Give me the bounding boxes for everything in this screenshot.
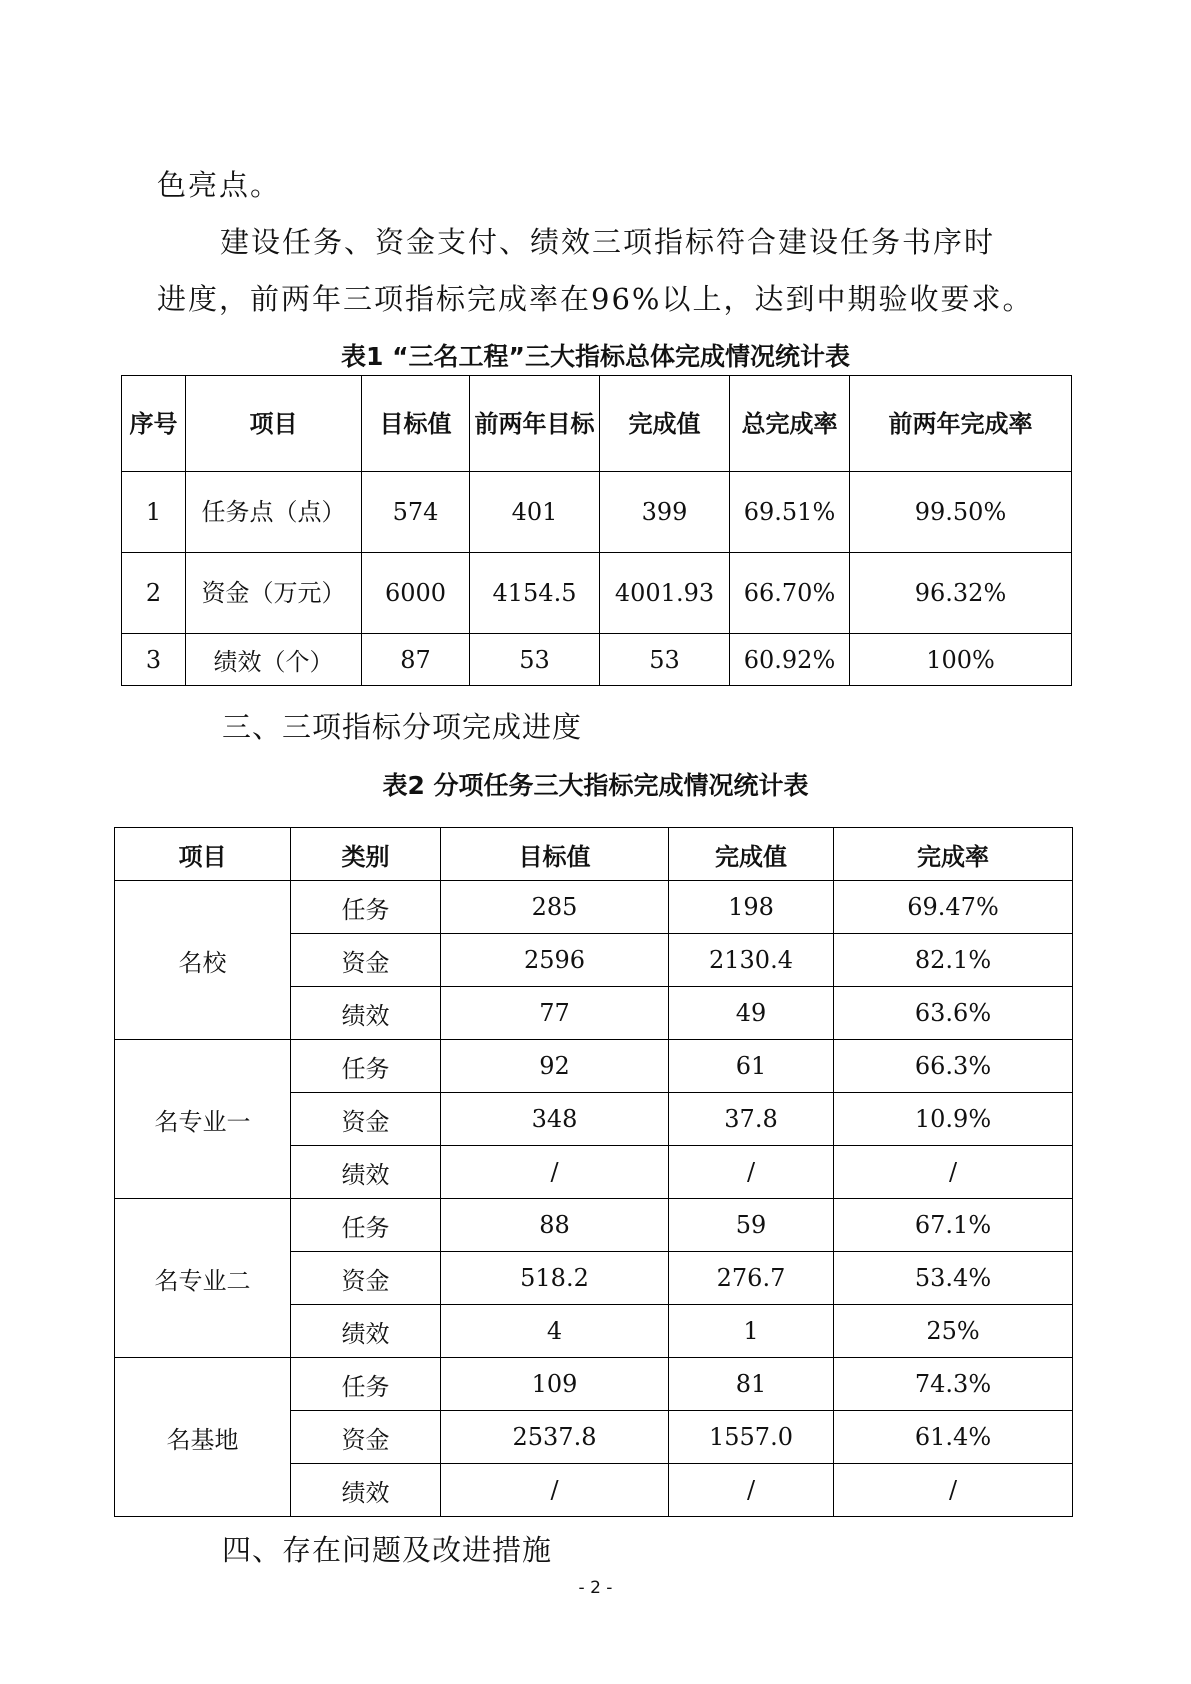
table-cell: 资金: [291, 1252, 441, 1305]
table-cell: 49: [669, 987, 834, 1040]
table-cell: 574: [362, 472, 470, 553]
header-cell: 前两年完成率: [850, 376, 1072, 472]
table-cell: 198: [669, 881, 834, 934]
header-cell: 目标值: [441, 828, 669, 881]
table-cell: 4154.5: [470, 553, 600, 634]
table-cell: 518.2: [441, 1252, 669, 1305]
table-cell: 2130.4: [669, 934, 834, 987]
table-header-row: [115, 828, 1073, 881]
table-cell: 69.47%: [834, 881, 1073, 934]
table-row: [122, 634, 1072, 686]
table-cell: 2537.8: [441, 1411, 669, 1464]
header-cell: 完成率: [834, 828, 1073, 881]
table-cell: 4001.93: [600, 553, 730, 634]
table1-caption: 表1 “三名工程”三大指标总体完成情况统计表: [341, 342, 850, 371]
table-row: [122, 472, 1072, 553]
table-cell: 6000: [362, 553, 470, 634]
header-cell: 完成值: [600, 376, 730, 472]
header-cell: 项目: [115, 828, 291, 881]
header-cell: 序号: [122, 376, 186, 472]
table-cell: 69.51%: [730, 472, 850, 553]
summary-table: [121, 375, 1072, 686]
table-cell: 绩效: [291, 987, 441, 1040]
table-cell: 99.50%: [850, 472, 1072, 553]
header-cell: 项目: [186, 376, 362, 472]
table-cell: 59: [669, 1199, 834, 1252]
table-cell: 任务: [291, 881, 441, 934]
page-number: - 2 -: [578, 1578, 613, 1598]
header-cell: 目标值: [362, 376, 470, 472]
table-row: [115, 881, 1073, 934]
table-cell: 37.8: [669, 1093, 834, 1146]
table-cell: 资金（万元）: [186, 553, 362, 634]
table-cell: 81: [669, 1358, 834, 1411]
table-cell: 资金: [291, 1093, 441, 1146]
table-cell: 61: [669, 1040, 834, 1093]
table-cell: 285: [441, 881, 669, 934]
table-cell: 66.70%: [730, 553, 850, 634]
table-cell: 绩效: [291, 1146, 441, 1199]
table-cell: 任务: [291, 1040, 441, 1093]
table-cell: 96.32%: [850, 553, 1072, 634]
table-cell: 92: [441, 1040, 669, 1093]
group-name-cell: 名专业二: [115, 1199, 291, 1358]
table-cell: 66.3%: [834, 1040, 1073, 1093]
header-cell: 总完成率: [730, 376, 850, 472]
table-cell: 77: [441, 987, 669, 1040]
table-cell: 67.1%: [834, 1199, 1073, 1252]
table-cell: 资金: [291, 1411, 441, 1464]
table-cell: 82.1%: [834, 934, 1073, 987]
table-cell: 399: [600, 472, 730, 553]
table-cell: 2596: [441, 934, 669, 987]
table-cell: /: [669, 1464, 834, 1517]
table-header-row: [122, 376, 1072, 472]
table-cell: 63.6%: [834, 987, 1073, 1040]
table-cell: /: [834, 1464, 1073, 1517]
table-cell: /: [441, 1146, 669, 1199]
paragraph-line: 色亮点。: [157, 168, 282, 202]
table-cell: 88: [441, 1199, 669, 1252]
table-cell: 53: [470, 634, 600, 686]
table-cell: 25%: [834, 1305, 1073, 1358]
table-cell: /: [669, 1146, 834, 1199]
group-name-cell: 名专业一: [115, 1040, 291, 1199]
table-cell: 任务: [291, 1358, 441, 1411]
table-cell: 任务: [291, 1199, 441, 1252]
paragraph-line: 进度，前两年三项指标完成率在96%以上，达到中期验收要求。: [157, 282, 1034, 316]
table-cell: 4: [441, 1305, 669, 1358]
group-name-cell: 名基地: [115, 1358, 291, 1517]
table-cell: 绩效（个）: [186, 634, 362, 686]
table-cell: /: [441, 1464, 669, 1517]
table-cell: 绩效: [291, 1305, 441, 1358]
table-cell: 53.4%: [834, 1252, 1073, 1305]
group-name-cell: 名校: [115, 881, 291, 1040]
table-cell: 109: [441, 1358, 669, 1411]
header-cell: 前两年目标: [470, 376, 600, 472]
table-cell: 74.3%: [834, 1358, 1073, 1411]
table-cell: 276.7: [669, 1252, 834, 1305]
section-heading: 三、三项指标分项完成进度: [222, 710, 583, 744]
table-cell: 60.92%: [730, 634, 850, 686]
table-row: [115, 1358, 1073, 1411]
table-cell: 3: [122, 634, 186, 686]
table-cell: 10.9%: [834, 1093, 1073, 1146]
table-cell: 1: [122, 472, 186, 553]
table-cell: 1: [669, 1305, 834, 1358]
table-row: [122, 553, 1072, 634]
table-cell: 任务点（点）: [186, 472, 362, 553]
table-cell: 61.4%: [834, 1411, 1073, 1464]
table-cell: 绩效: [291, 1464, 441, 1517]
section-heading: 四、存在问题及改进措施: [222, 1533, 553, 1567]
table-cell: 401: [470, 472, 600, 553]
table-cell: 87: [362, 634, 470, 686]
paragraph-line: 建设任务、资金支付、绩效三项指标符合建设任务书序时: [220, 225, 996, 259]
table-cell: 100%: [850, 634, 1072, 686]
breakdown-table: [114, 827, 1073, 1517]
table-cell: 53: [600, 634, 730, 686]
table-row: [115, 1040, 1073, 1093]
table-cell: /: [834, 1146, 1073, 1199]
table-cell: 2: [122, 553, 186, 634]
table-cell: 1557.0: [669, 1411, 834, 1464]
table-cell: 资金: [291, 934, 441, 987]
table-row: [115, 1199, 1073, 1252]
header-cell: 完成值: [669, 828, 834, 881]
header-cell: 类别: [291, 828, 441, 881]
table-cell: 348: [441, 1093, 669, 1146]
table2-caption: 表2 分项任务三大指标完成情况统计表: [382, 771, 809, 800]
